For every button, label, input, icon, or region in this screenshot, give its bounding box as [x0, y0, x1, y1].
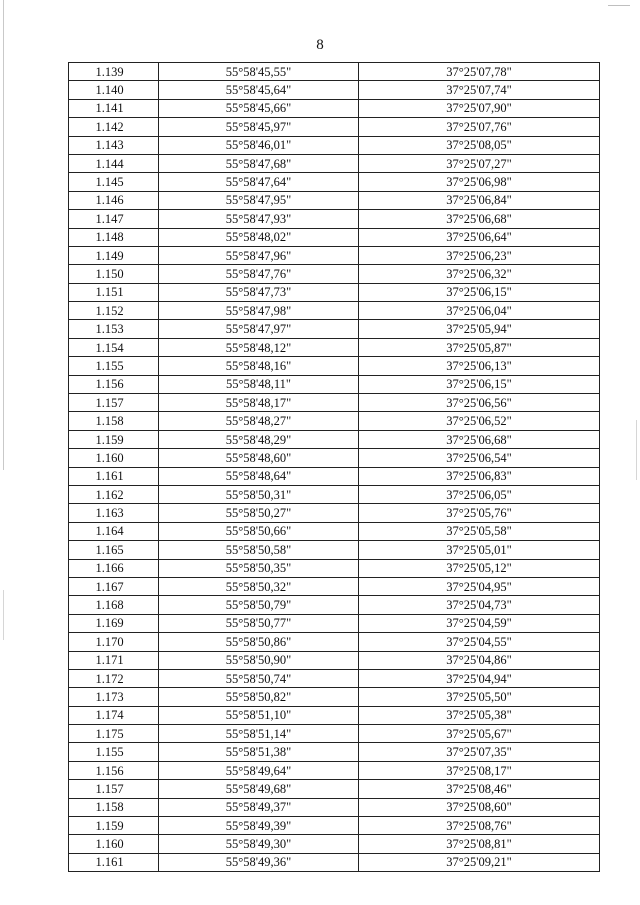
latitude-cell: 55°58'50,74" — [159, 669, 359, 687]
table-row — [69, 817, 600, 835]
table-row — [69, 541, 600, 559]
longitude-cell: 37°25'06,56" — [359, 394, 600, 412]
longitude-cell: 37°25'06,84" — [359, 191, 600, 209]
point-number-cell: 1.166 — [69, 559, 159, 577]
latitude-cell: 55°58'48,60" — [159, 449, 359, 467]
table-row — [69, 99, 600, 117]
latitude-cell: 55°58'50,86" — [159, 633, 359, 651]
longitude-cell: 37°25'06,23" — [359, 246, 600, 264]
latitude-cell: 55°58'45,55" — [159, 63, 359, 81]
table-row — [69, 357, 600, 375]
longitude-cell: 37°25'05,38" — [359, 706, 600, 724]
longitude-cell: 37°25'05,01" — [359, 541, 600, 559]
table-row — [69, 706, 600, 724]
longitude-cell: 37°25'06,54" — [359, 449, 600, 467]
latitude-cell: 55°58'46,01" — [159, 136, 359, 154]
longitude-cell: 37°25'04,94" — [359, 669, 600, 687]
longitude-cell: 37°25'06,32" — [359, 265, 600, 283]
table-row — [69, 651, 600, 669]
longitude-cell: 37°25'08,05" — [359, 136, 600, 154]
longitude-cell: 37°25'07,78" — [359, 63, 600, 81]
table-row — [69, 669, 600, 687]
latitude-cell: 55°58'48,02" — [159, 228, 359, 246]
latitude-cell: 55°58'48,16" — [159, 357, 359, 375]
table-row — [69, 725, 600, 743]
longitude-cell: 37°25'04,95" — [359, 577, 600, 595]
table-row — [69, 265, 600, 283]
longitude-cell: 37°25'06,52" — [359, 412, 600, 430]
latitude-cell: 55°58'49,36" — [159, 853, 359, 871]
point-number-cell: 1.154 — [69, 338, 159, 356]
table-row — [69, 559, 600, 577]
table-row — [69, 743, 600, 761]
longitude-cell: 37°25'05,94" — [359, 320, 600, 338]
table-row — [69, 338, 600, 356]
latitude-cell: 55°58'49,39" — [159, 817, 359, 835]
point-number-cell: 1.172 — [69, 669, 159, 687]
table-row — [69, 449, 600, 467]
table-row — [69, 81, 600, 99]
point-number-cell: 1.156 — [69, 375, 159, 393]
longitude-cell: 37°25'06,68" — [359, 430, 600, 448]
point-number-cell: 1.152 — [69, 302, 159, 320]
latitude-cell: 55°58'47,64" — [159, 173, 359, 191]
point-number-cell: 1.147 — [69, 210, 159, 228]
point-number-cell: 1.146 — [69, 191, 159, 209]
point-number-cell: 1.169 — [69, 614, 159, 632]
latitude-cell: 55°58'45,64" — [159, 81, 359, 99]
latitude-cell: 55°58'48,27" — [159, 412, 359, 430]
latitude-cell: 55°58'50,77" — [159, 614, 359, 632]
longitude-cell: 37°25'04,86" — [359, 651, 600, 669]
point-number-cell: 1.163 — [69, 504, 159, 522]
table-row — [69, 504, 600, 522]
table-row — [69, 798, 600, 816]
point-number-cell: 1.143 — [69, 136, 159, 154]
point-number-cell: 1.167 — [69, 577, 159, 595]
latitude-cell: 55°58'45,66" — [159, 99, 359, 117]
latitude-cell: 55°58'49,68" — [159, 780, 359, 798]
table-row — [69, 136, 600, 154]
point-number-cell: 1.173 — [69, 688, 159, 706]
table-row — [69, 430, 600, 448]
longitude-cell: 37°25'08,46" — [359, 780, 600, 798]
longitude-cell: 37°25'04,73" — [359, 596, 600, 614]
table-row — [69, 467, 600, 485]
point-number-cell: 1.159 — [69, 817, 159, 835]
latitude-cell: 55°58'47,97" — [159, 320, 359, 338]
scan-edge-right — [636, 420, 637, 480]
point-number-cell: 1.156 — [69, 761, 159, 779]
table-row — [69, 154, 600, 172]
longitude-cell: 37°25'06,15" — [359, 375, 600, 393]
latitude-cell: 55°58'47,96" — [159, 246, 359, 264]
table-row — [69, 118, 600, 136]
table-row — [69, 173, 600, 191]
point-number-cell: 1.160 — [69, 449, 159, 467]
latitude-cell: 55°58'50,27" — [159, 504, 359, 522]
longitude-cell: 37°25'05,76" — [359, 504, 600, 522]
longitude-cell: 37°25'09,21" — [359, 853, 600, 871]
latitude-cell: 55°58'51,14" — [159, 725, 359, 743]
table-row — [69, 302, 600, 320]
longitude-cell: 37°25'04,55" — [359, 633, 600, 651]
latitude-cell: 55°58'47,76" — [159, 265, 359, 283]
table-row — [69, 761, 600, 779]
longitude-cell: 37°25'07,27" — [359, 154, 600, 172]
table-row — [69, 835, 600, 853]
table-row — [69, 228, 600, 246]
longitude-cell: 37°25'05,67" — [359, 725, 600, 743]
point-number-cell: 1.160 — [69, 835, 159, 853]
table-row — [69, 283, 600, 301]
longitude-cell: 37°25'06,98" — [359, 173, 600, 191]
point-number-cell: 1.170 — [69, 633, 159, 651]
latitude-cell: 55°58'49,30" — [159, 835, 359, 853]
point-number-cell: 1.149 — [69, 246, 159, 264]
latitude-cell: 55°58'47,68" — [159, 154, 359, 172]
point-number-cell: 1.141 — [69, 99, 159, 117]
point-number-cell: 1.174 — [69, 706, 159, 724]
latitude-cell: 55°58'47,95" — [159, 191, 359, 209]
longitude-cell: 37°25'07,90" — [359, 99, 600, 117]
longitude-cell: 37°25'05,87" — [359, 338, 600, 356]
latitude-cell: 55°58'51,10" — [159, 706, 359, 724]
point-number-cell: 1.157 — [69, 780, 159, 798]
point-number-cell: 1.142 — [69, 118, 159, 136]
table-row — [69, 191, 600, 209]
point-number-cell: 1.155 — [69, 357, 159, 375]
longitude-cell: 37°25'05,58" — [359, 522, 600, 540]
longitude-cell: 37°25'08,81" — [359, 835, 600, 853]
point-number-cell: 1.161 — [69, 467, 159, 485]
latitude-cell: 55°58'50,31" — [159, 485, 359, 503]
latitude-cell: 55°58'51,38" — [159, 743, 359, 761]
longitude-cell: 37°25'04,59" — [359, 614, 600, 632]
point-number-cell: 1.162 — [69, 485, 159, 503]
latitude-cell: 55°58'49,37" — [159, 798, 359, 816]
longitude-cell: 37°25'06,83" — [359, 467, 600, 485]
longitude-cell: 37°25'07,76" — [359, 118, 600, 136]
longitude-cell: 37°25'06,04" — [359, 302, 600, 320]
latitude-cell: 55°58'48,64" — [159, 467, 359, 485]
table-row — [69, 63, 600, 81]
point-number-cell: 1.155 — [69, 743, 159, 761]
point-number-cell: 1.145 — [69, 173, 159, 191]
longitude-cell: 37°25'06,68" — [359, 210, 600, 228]
latitude-cell: 55°58'47,93" — [159, 210, 359, 228]
point-number-cell: 1.168 — [69, 596, 159, 614]
point-number-cell: 1.165 — [69, 541, 159, 559]
point-number-cell: 1.148 — [69, 228, 159, 246]
latitude-cell: 55°58'50,90" — [159, 651, 359, 669]
point-number-cell: 1.158 — [69, 798, 159, 816]
longitude-cell: 37°25'08,17" — [359, 761, 600, 779]
table-row — [69, 320, 600, 338]
table-row — [69, 614, 600, 632]
latitude-cell: 55°58'48,29" — [159, 430, 359, 448]
table-row — [69, 780, 600, 798]
table-row — [69, 853, 600, 871]
latitude-cell: 55°58'49,64" — [159, 761, 359, 779]
point-number-cell: 1.161 — [69, 853, 159, 871]
point-number-cell: 1.139 — [69, 63, 159, 81]
point-number-cell: 1.140 — [69, 81, 159, 99]
longitude-cell: 37°25'05,12" — [359, 559, 600, 577]
table-row — [69, 394, 600, 412]
page-number: 8 — [316, 37, 324, 53]
coordinates-table — [68, 62, 600, 872]
point-number-cell: 1.150 — [69, 265, 159, 283]
table-row — [69, 596, 600, 614]
table-row — [69, 375, 600, 393]
latitude-cell: 55°58'50,66" — [159, 522, 359, 540]
latitude-cell: 55°58'48,12" — [159, 338, 359, 356]
scan-mark-top-right — [608, 5, 630, 6]
point-number-cell: 1.164 — [69, 522, 159, 540]
latitude-cell: 55°58'48,11" — [159, 375, 359, 393]
table-row — [69, 210, 600, 228]
longitude-cell: 37°25'08,76" — [359, 817, 600, 835]
point-number-cell: 1.158 — [69, 412, 159, 430]
longitude-cell: 37°25'07,35" — [359, 743, 600, 761]
latitude-cell: 55°58'50,32" — [159, 577, 359, 595]
scan-edge-left — [3, 0, 4, 470]
latitude-cell: 55°58'48,17" — [159, 394, 359, 412]
latitude-cell: 55°58'50,58" — [159, 541, 359, 559]
longitude-cell: 37°25'06,15" — [359, 283, 600, 301]
table-row — [69, 577, 600, 595]
latitude-cell: 55°58'50,79" — [159, 596, 359, 614]
scan-edge-left-lower — [3, 590, 4, 640]
longitude-cell: 37°25'06,64" — [359, 228, 600, 246]
longitude-cell: 37°25'05,50" — [359, 688, 600, 706]
table-row — [69, 688, 600, 706]
longitude-cell: 37°25'08,60" — [359, 798, 600, 816]
longitude-cell: 37°25'07,74" — [359, 81, 600, 99]
table-row — [69, 522, 600, 540]
point-number-cell: 1.151 — [69, 283, 159, 301]
point-number-cell: 1.159 — [69, 430, 159, 448]
table-row — [69, 633, 600, 651]
longitude-cell: 37°25'06,13" — [359, 357, 600, 375]
point-number-cell: 1.157 — [69, 394, 159, 412]
point-number-cell: 1.153 — [69, 320, 159, 338]
point-number-cell: 1.144 — [69, 154, 159, 172]
longitude-cell: 37°25'06,05" — [359, 485, 600, 503]
table-row — [69, 412, 600, 430]
latitude-cell: 55°58'50,82" — [159, 688, 359, 706]
latitude-cell: 55°58'45,97" — [159, 118, 359, 136]
point-number-cell: 1.175 — [69, 725, 159, 743]
table-row — [69, 246, 600, 264]
point-number-cell: 1.171 — [69, 651, 159, 669]
coordinates-table-body — [69, 63, 600, 872]
latitude-cell: 55°58'47,73" — [159, 283, 359, 301]
table-row — [69, 485, 600, 503]
latitude-cell: 55°58'50,35" — [159, 559, 359, 577]
latitude-cell: 55°58'47,98" — [159, 302, 359, 320]
